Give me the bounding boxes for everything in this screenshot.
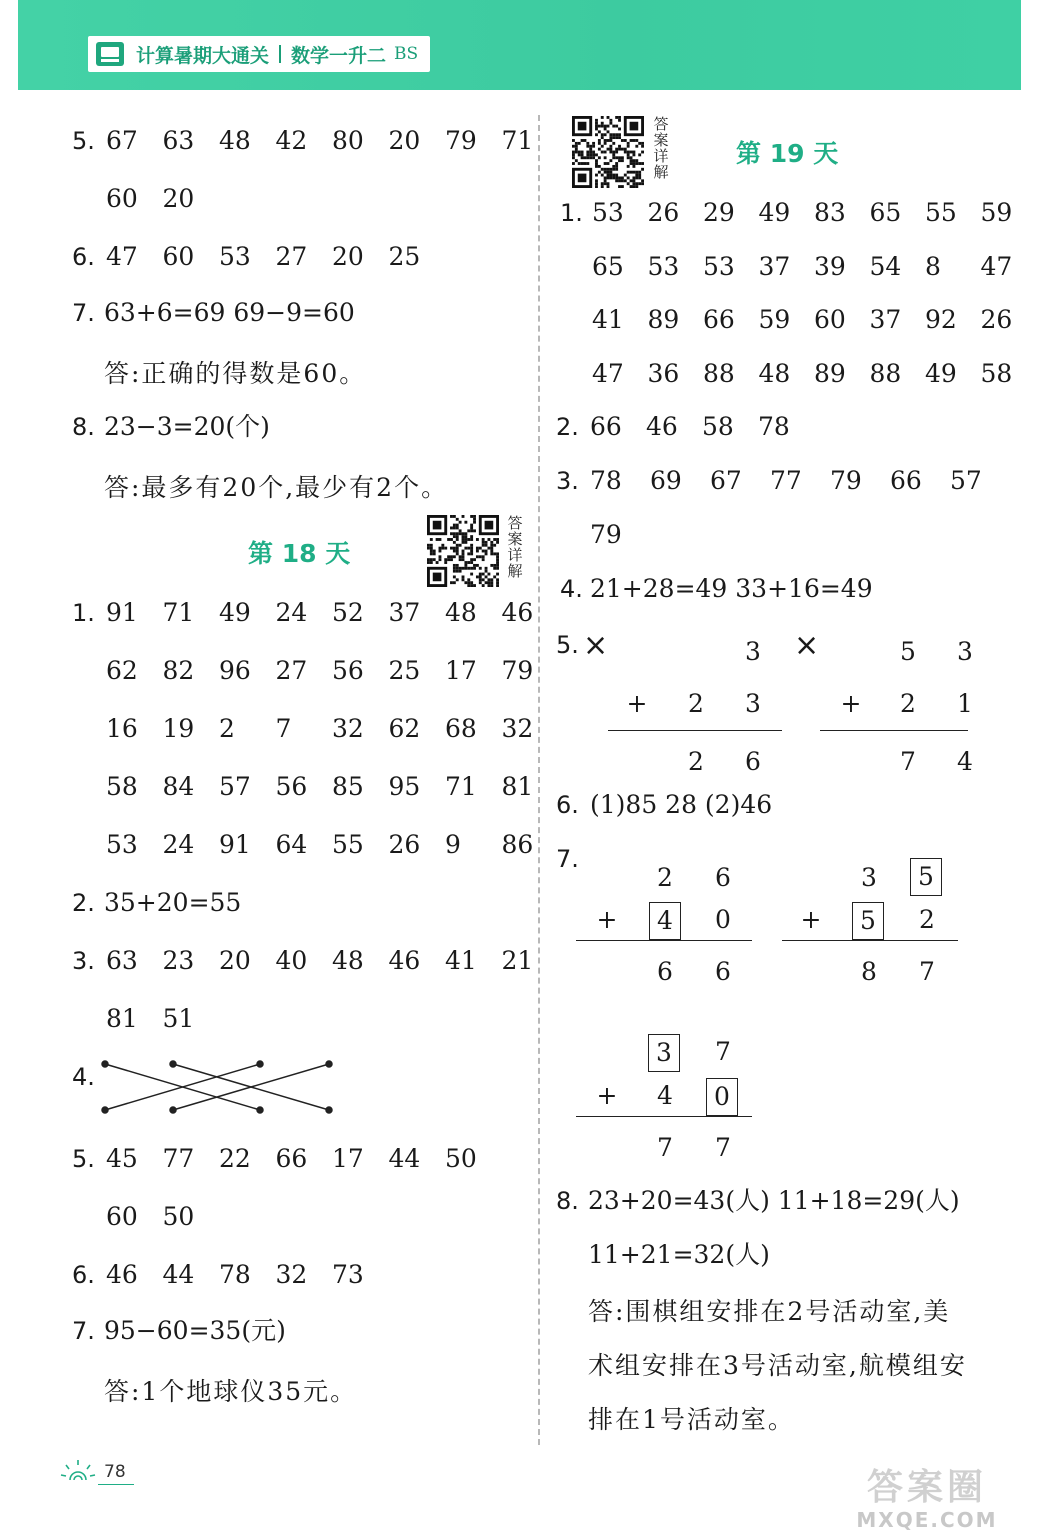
answer-number: 60 <box>106 184 138 213</box>
answer-number: 46 <box>501 598 534 627</box>
header-subject: 数学一升二 <box>291 44 387 67</box>
digit: 7 <box>657 1133 673 1162</box>
qr-code-icon[interactable] <box>427 515 499 587</box>
answer-number: 48 <box>445 598 477 627</box>
digit: + <box>800 905 822 934</box>
answer-number: 32 <box>332 714 364 743</box>
footer-rule <box>98 1484 134 1485</box>
answer-number: 56 <box>275 772 308 801</box>
filled-box: 4 <box>649 902 681 940</box>
digit: 2 <box>688 747 704 776</box>
answer-number: 82 <box>162 656 195 685</box>
answer-number: 59 <box>980 198 1013 227</box>
answer-number: 20 <box>388 126 421 155</box>
answer-number: 41 <box>592 305 624 334</box>
answer-values: (1)85 28 (2)46 <box>590 790 773 819</box>
answer-number: 81 <box>501 772 534 801</box>
answer-number: 53 <box>647 251 680 281</box>
day-18-title: 第 18 天 <box>248 539 351 568</box>
watermark-url: MXQE.COM <box>856 1508 998 1532</box>
answer-number: 17 <box>332 1144 364 1173</box>
answer-number: 36 <box>647 358 680 388</box>
header-tab <box>88 36 430 72</box>
answer-number: 37 <box>869 305 902 334</box>
header-edition: BS <box>394 44 419 64</box>
answer-number: 32 <box>501 714 534 743</box>
answer-number: 26 <box>388 830 421 859</box>
answer-number: 55 <box>925 198 957 227</box>
answer-number: 56 <box>332 656 364 685</box>
answer-number: 58 <box>980 358 1013 388</box>
answer-number: 47 <box>592 358 624 388</box>
answer-number: 60 <box>814 305 846 334</box>
answer-number: 62 <box>388 714 421 743</box>
answer-number: 26 <box>647 198 680 227</box>
answer-number: 24 <box>162 830 195 859</box>
qr-code-icon[interactable] <box>572 116 644 188</box>
filled-box: 5 <box>910 858 942 896</box>
question-number: 8. <box>72 413 95 441</box>
answer-number: 50 <box>445 1144 477 1173</box>
digit: 2 <box>657 863 673 892</box>
equation: 95−60=35(元) <box>104 1316 286 1345</box>
answer-number: 84 <box>162 772 195 801</box>
answer-number: 47 <box>106 242 138 271</box>
digit: 4 <box>657 1081 673 1110</box>
answer-number: 46 <box>646 412 678 441</box>
answer-number: 66 <box>590 412 622 441</box>
sum-line <box>820 730 968 731</box>
answer-number: 65 <box>869 198 902 227</box>
answer-number: 85 <box>332 772 364 801</box>
equation: 21+28=49 33+16=49 <box>590 574 873 603</box>
digit: 6 <box>715 957 731 986</box>
question-number: 6. <box>72 243 95 271</box>
answer-number: 89 <box>814 358 846 388</box>
digit: + <box>626 689 648 718</box>
answer-number: 63 <box>162 126 195 155</box>
answer-number: 79 <box>830 466 862 495</box>
answer-number: 7 <box>275 714 292 743</box>
digit: 7 <box>715 1133 731 1162</box>
answer-number: 79 <box>445 126 477 155</box>
answer-number: 89 <box>647 305 680 334</box>
sum-line <box>608 730 782 731</box>
answer-text: 排在1号活动室。 <box>588 1405 795 1434</box>
equation: 23−3=20(个) <box>104 412 270 441</box>
filled-box: 5 <box>852 902 884 940</box>
answer-number: 58 <box>106 772 138 801</box>
answer-number: 57 <box>950 466 982 495</box>
answer-number: 32 <box>275 1260 308 1289</box>
answer-number: 29 <box>703 198 735 227</box>
watermark <box>827 1468 1027 1532</box>
answer-number: 51 <box>162 1004 195 1033</box>
answer-number: 47 <box>980 251 1013 281</box>
answer-number: 37 <box>388 598 421 627</box>
answer-number: 40 <box>275 946 308 975</box>
question-number: 7. <box>556 845 579 873</box>
answer-number: 48 <box>332 946 364 975</box>
digit: 5 <box>900 637 916 666</box>
answer-number: 20 <box>332 242 364 271</box>
wrong-mark: × <box>583 628 609 663</box>
answer-number: 88 <box>703 358 735 388</box>
answer-number: 60 <box>106 1202 138 1231</box>
answer-number: 44 <box>162 1260 195 1289</box>
answer-number: 26 <box>980 305 1013 334</box>
digit: 3 <box>957 637 973 666</box>
answer-number: 78 <box>219 1260 251 1289</box>
question-number: 5. <box>72 127 95 155</box>
answer-text: 答:最多有20个,最少有2个。 <box>104 473 449 502</box>
digit: 0 <box>715 905 731 934</box>
page-number: 78 <box>104 1462 126 1482</box>
book-icon <box>96 42 124 66</box>
answer-number: 27 <box>275 656 308 685</box>
answer-number: 78 <box>590 466 622 495</box>
digit: 3 <box>861 863 877 892</box>
answer-number: 53 <box>106 830 138 859</box>
answer-number: 19 <box>162 714 195 743</box>
header-banner <box>18 0 1021 90</box>
answer-text: 答:1个地球仪35元。 <box>104 1377 358 1406</box>
answer-number: 46 <box>388 946 421 975</box>
answer-number: 77 <box>162 1144 195 1173</box>
equation: 23+20=43(人) 11+18=29(人) <box>588 1186 960 1215</box>
sum-line <box>576 940 752 941</box>
answer-number: 9 <box>445 830 461 859</box>
answer-number: 58 <box>702 412 734 441</box>
answer-number: 83 <box>814 198 846 227</box>
answer-text: 答:正确的得数是60。 <box>104 359 367 388</box>
answer-number: 20 <box>162 184 195 213</box>
qr-label: 答 案 详 解 <box>507 514 523 580</box>
digit: 3 <box>745 689 761 718</box>
answer-number: 95 <box>388 772 421 801</box>
equation: 63+6=69 69−9=60 <box>104 298 355 327</box>
answer-number: 20 <box>219 946 251 975</box>
question-number: 4. <box>72 1063 95 1091</box>
digit: 8 <box>861 957 877 986</box>
answer-number: 8 <box>925 251 941 281</box>
digit: 2 <box>688 689 704 718</box>
answer-number: 62 <box>106 656 138 685</box>
answer-text: 答:围棋组安排在2号活动室,美 <box>588 1297 951 1326</box>
digit: 4 <box>957 747 973 776</box>
answer-number: 66 <box>703 305 735 334</box>
day-19-title: 第 19 天 <box>736 139 839 168</box>
answer-number: 53 <box>592 198 624 227</box>
answer-number: 64 <box>275 830 308 859</box>
answer-number: 2 <box>219 714 235 743</box>
answer-number: 42 <box>275 126 308 155</box>
answer-number: 45 <box>106 1144 138 1173</box>
answer-number: 50 <box>162 1202 195 1231</box>
filled-box: 3 <box>648 1034 680 1072</box>
header-separator <box>279 45 281 63</box>
answer-number: 39 <box>814 251 846 281</box>
answer-number: 37 <box>758 251 791 281</box>
question-number: 2. <box>72 889 95 917</box>
answer-number: 25 <box>388 242 421 271</box>
answer-number: 54 <box>869 251 902 281</box>
answer-number: 81 <box>106 1004 138 1033</box>
answer-number: 17 <box>445 656 477 685</box>
question-number: 8. <box>556 1187 579 1215</box>
answer-number: 24 <box>275 598 308 627</box>
sun-icon <box>60 1458 96 1486</box>
answer-number: 63 <box>106 946 138 975</box>
answer-number: 69 <box>650 466 682 495</box>
watermark-logo: 答案圈 <box>866 1467 987 1508</box>
digit: 3 <box>745 637 761 666</box>
digit: 6 <box>745 747 761 776</box>
answer-number: 27 <box>275 242 308 271</box>
answer-number: 41 <box>445 946 477 975</box>
answer-number: 71 <box>445 772 477 801</box>
answer-number: 67 <box>710 466 742 495</box>
digit: 7 <box>919 957 935 986</box>
answer-number: 92 <box>925 305 957 334</box>
answer-number: 96 <box>219 656 251 685</box>
answer-number: 77 <box>770 466 802 495</box>
answer-number: 44 <box>388 1144 421 1173</box>
answer-number: 49 <box>219 598 251 627</box>
answer-number: 46 <box>106 1260 138 1289</box>
matching-lines <box>100 1056 340 1116</box>
answer-number: 21 <box>501 946 534 975</box>
answer-number: 16 <box>106 714 138 743</box>
answer-number: 73 <box>332 1260 364 1289</box>
answer-number: 53 <box>219 242 251 271</box>
answer-number: 48 <box>219 126 251 155</box>
digit: 7 <box>900 747 916 776</box>
answer-number: 66 <box>890 466 922 495</box>
answer-number: 86 <box>501 830 534 859</box>
equation: 11+21=32(人) <box>588 1240 770 1269</box>
answer-number: 60 <box>162 242 195 271</box>
header-title: 计算暑期大通关 <box>136 44 270 67</box>
digit: 6 <box>657 957 673 986</box>
answer-number: 71 <box>501 126 534 155</box>
digit: 2 <box>900 689 916 718</box>
answer-number: 71 <box>162 598 195 627</box>
digit: 7 <box>715 1037 731 1066</box>
answer-number: 67 <box>106 126 138 155</box>
answer-number: 65 <box>592 251 624 281</box>
answer-number: 49 <box>925 358 957 388</box>
sum-line <box>782 940 958 941</box>
question-number: 7. <box>72 299 95 327</box>
answer-number: 23 <box>162 946 195 975</box>
qr-label: 答 案 详 解 <box>653 115 669 181</box>
answer-number: 79 <box>590 520 622 549</box>
question-number: 4. <box>560 575 583 603</box>
answer-number: 25 <box>388 656 421 685</box>
answer-number: 91 <box>219 830 251 859</box>
digit: + <box>840 689 862 718</box>
answer-number: 49 <box>758 198 791 227</box>
digit: + <box>596 1081 618 1110</box>
answer-number: 57 <box>219 772 251 801</box>
answer-number: 22 <box>219 1144 251 1173</box>
digit: 1 <box>957 689 973 718</box>
answer-number: 91 <box>106 598 138 627</box>
answer-number: 59 <box>758 305 791 334</box>
answer-number: 66 <box>275 1144 308 1173</box>
filled-box: 0 <box>706 1078 738 1116</box>
answer-number: 78 <box>758 412 790 441</box>
answer-number: 80 <box>332 126 364 155</box>
wrong-mark: × <box>794 628 820 663</box>
answer-number: 53 <box>703 251 735 281</box>
digit: 6 <box>715 863 731 892</box>
answer-number: 55 <box>332 830 364 859</box>
answer-number: 52 <box>332 598 364 627</box>
answer-number: 88 <box>869 358 902 388</box>
answer-text: 术组安排在3号活动室,航模组安 <box>588 1351 967 1380</box>
answer-number: 48 <box>758 358 791 388</box>
question-number: 6. <box>556 791 579 819</box>
question-number: 7. <box>72 1317 95 1345</box>
answer-number: 79 <box>501 656 534 685</box>
sum-line <box>576 1116 752 1117</box>
equation: 35+20=55 <box>104 888 242 917</box>
answer-number: 68 <box>445 714 477 743</box>
digit: 2 <box>919 905 935 934</box>
question-number: 5. <box>556 631 579 659</box>
digit: + <box>596 905 618 934</box>
column-divider <box>538 115 540 1445</box>
